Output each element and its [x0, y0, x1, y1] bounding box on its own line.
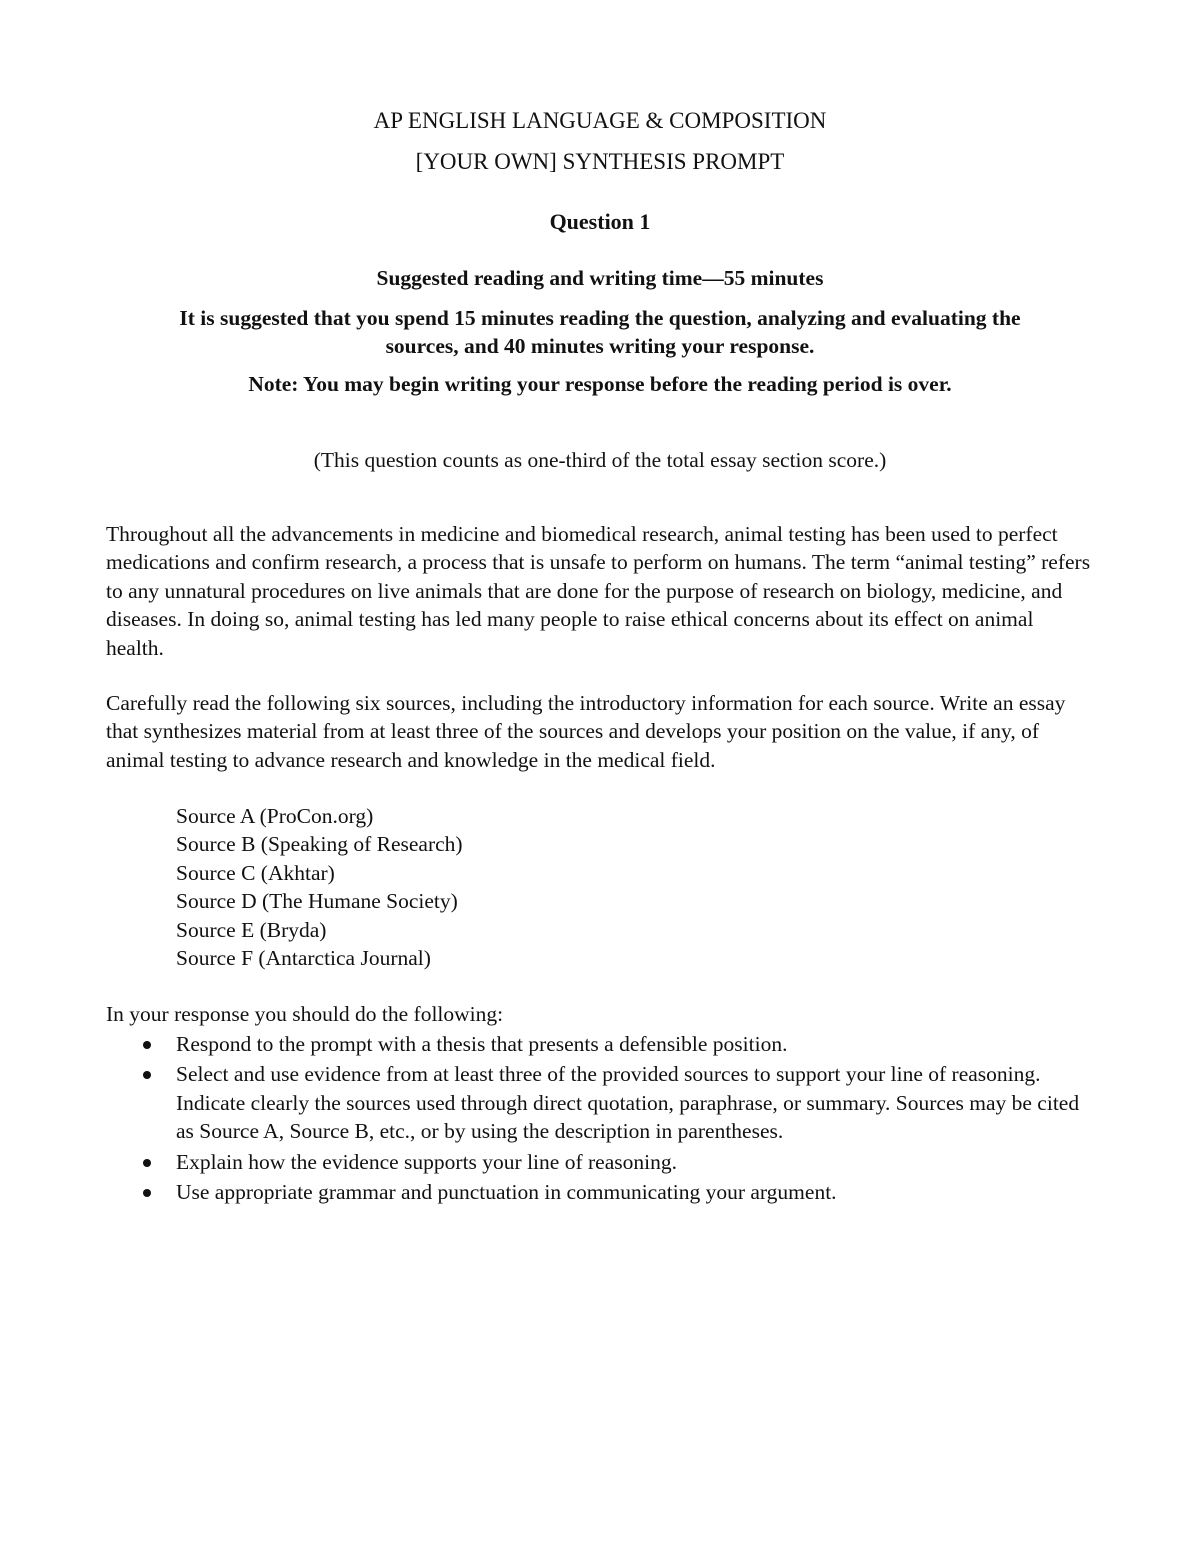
source-item: Source F (Antarctica Journal) — [176, 946, 431, 971]
source-list — [176, 802, 463, 972]
requirements-lead-in: In your response you should do the following: — [106, 1002, 504, 1026]
bullet-icon — [143, 1041, 151, 1049]
source-item: Source C (Akhtar) — [176, 860, 335, 885]
requirement-item — [176, 1148, 1096, 1176]
course-title: AP ENGLISH LANGUAGE & COMPOSITION — [373, 108, 827, 133]
suggestion-line-1: It is suggested that you spend 15 minutes reading the question, analyzing and evaluating the — [179, 306, 1021, 330]
source-item: Source A (ProCon.org) — [176, 804, 374, 828]
intro-paragraph: Throughout all the advancements in medicine and biomedical research, animal testing has been used to perfect medications and confirm research, a process that is unsafe to perform on humans. The term “animal testing” refers to any unnatural procedures on live animals that are done for the purpose of research on biology, medicine, and diseases. In doing so, animal testing has led many people to raise ethical concerns about its effect on animal health. — [106, 522, 1091, 660]
source-item: Source E (Bryda) — [176, 917, 327, 942]
bullet-icon — [143, 1189, 151, 1197]
requirement-item — [176, 1060, 1096, 1145]
source-item: Source B (Speaking of Research) — [176, 832, 463, 857]
requirement-text: Explain how the evidence supports your line of reasoning. — [176, 1149, 677, 1174]
score-note: (This question counts as one-third of the total essay section score.) — [313, 448, 887, 472]
bullet-icon — [143, 1071, 151, 1079]
requirements-list — [176, 1030, 1096, 1208]
bullet-icon — [143, 1159, 151, 1167]
requirement-text: Select and use evidence from at least three of the provided sources to support your line of reasoning. Indicate clearly the sources used through direct quotation, paraphrase, or summary. Sources may be cited as Source A, Source B, etc., or by using the description in parentheses. — [176, 1062, 1080, 1144]
source-item: Source D (The Humane Society) — [176, 889, 458, 914]
time-line: Suggested reading and writing time—55 minutes — [376, 266, 824, 290]
suggestion-line-2: sources, and 40 minutes writing your response. — [385, 334, 815, 358]
requirement-text: Respond to the prompt with a thesis that presents a defensible position. — [176, 1032, 788, 1056]
prompt-title: [YOUR OWN] SYNTHESIS PROMPT — [415, 149, 785, 174]
requirement-text: Use appropriate grammar and punctuation in communicating your argument. — [176, 1180, 837, 1205]
note-line: Note: You may begin writing your response before the reading period is over. — [248, 372, 952, 396]
requirement-item — [176, 1178, 1096, 1206]
task-paragraph: Carefully read the following six sources, including the introductory information for each source. Write an essay that synthesizes material from at least three of the sources and develops your position on the value, if any, of animal testing to advance research and knowledge in the medical field. — [106, 691, 1066, 772]
question-label: Question 1 — [549, 209, 651, 234]
requirement-item — [176, 1030, 1096, 1058]
